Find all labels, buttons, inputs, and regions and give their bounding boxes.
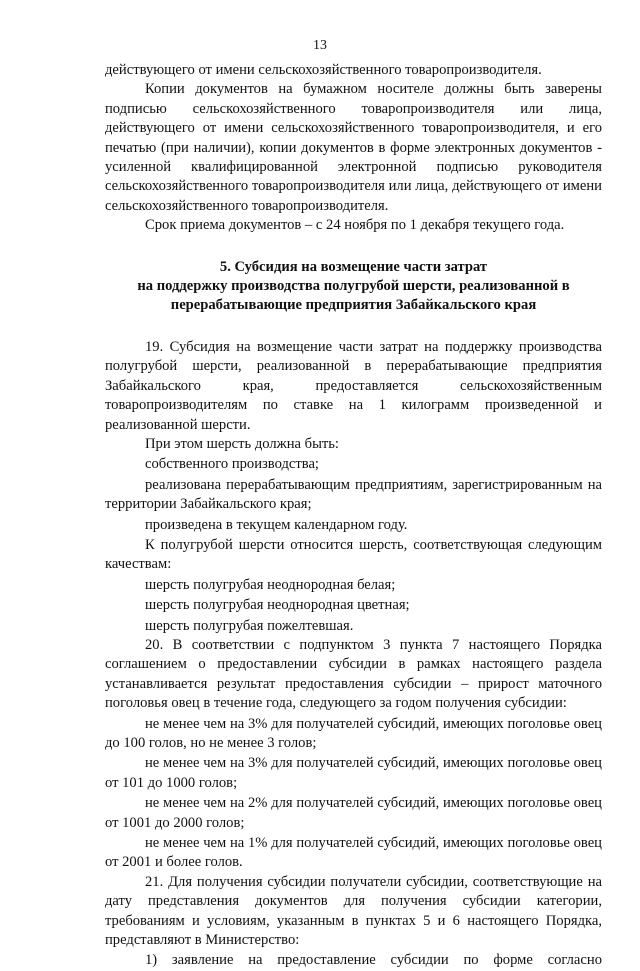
paragraph-copies-certification: Копии документов на бумажном носителе должны быть заверены подписью сельскохозяйственного товаропроизводителя или лица, действующего от имени сельскохозяйственного товаропроизводителя, и его печатью (при наличии), копии документов в форме электронных документов - усиленной квалифицированной электронной подписью руководителя сельскохозяйственного товаропроизводителя или лица, действующего от имени сельскохозяйственного товаропроизводителя. — [105, 81, 602, 214]
item-19-intro: 19. Субсидия на возмещение части затрат на поддержку производства полугрубой шерсти, реализованной в перерабатывающие предприятия Забайкальского края, предоставляется сельскохозяйственным товаропроизводителям по ставке на 1 килограмм произведенной и реализованной шерсти. — [105, 338, 602, 433]
item-21-subitem: 1) заявление на предоставление субсидии по форме согласно — [145, 952, 602, 969]
item-20-condition: не менее чем на 3% для получателей субсидий, имеющих поголовье овец от 101 до 1000 голов; — [105, 755, 602, 791]
item-19-quality: шерсть полугрубая пожелтевшая. — [145, 617, 354, 634]
item-19-requirement: собственного производства; — [145, 456, 319, 473]
paragraph-continuation: действующего от имени сельскохозяйственного товаропроизводителя. — [105, 62, 542, 78]
section-heading — [105, 258, 602, 316]
item-19-wool-requirements: При этом шерсть должна быть: — [145, 435, 339, 452]
item-19-quality: шерсть полугрубая неоднородная цветная; — [145, 597, 410, 614]
item-20-condition: не менее чем на 2% для получателей субсидий, имеющих поголовье овец от 1001 до 2000 голов; — [105, 795, 602, 831]
item-19-requirement: произведена в текущем календарном году. — [145, 516, 408, 533]
section-heading-line-2: на поддержку производства полугрубой шерсти, реализованной в — [137, 278, 570, 295]
item-19-quality-intro: К полугрубой шерсти относится шерсть, соответствующая следующим качествам: — [105, 536, 602, 573]
item-19-requirement: реализована перерабатывающим предприятиям, зарегистрированным на территории Забайкальского края; — [105, 476, 602, 513]
item-20-intro: 20. В соответствии с подпунктом 3 пункта 7 настоящего Порядка соглашением о предоставлении субсидии в рамках настоящего раздела устанавливается результат предоставления субсидии – прирост маточного поголовья овец в течение года, следующего за годом получения субсидии: — [105, 636, 602, 712]
page-number: 13 — [313, 38, 327, 53]
item-20-condition: не менее чем на 1% для получателей субсидий, имеющих поголовье овец от 2001 и более голов. — [105, 835, 602, 871]
item-21-intro: 21. Для получения субсидии получатели субсидии, соответствующие на дату представления документов для получения субсидии категории, требованиям и условиям, указанным в пунктах 5 и 6 настоящего Порядка, представляют в Министерство: — [105, 873, 602, 949]
paragraph-submission-deadline: Срок приема документов – с 24 ноября по 1 декабря текущего года. — [145, 217, 565, 234]
section-heading-line-3: перерабатывающие предприятия Забайкальского края — [170, 297, 537, 314]
item-20-condition: не менее чем на 3% для получателей субсидий, имеющих поголовье овец до 100 голов, но не менее 3 голов; — [105, 715, 602, 751]
item-19-quality: шерсть полугрубая неоднородная белая; — [145, 576, 396, 593]
section-heading-line-1: 5. Субсидия на возмещение части затрат — [219, 258, 488, 275]
document-body — [105, 61, 602, 971]
